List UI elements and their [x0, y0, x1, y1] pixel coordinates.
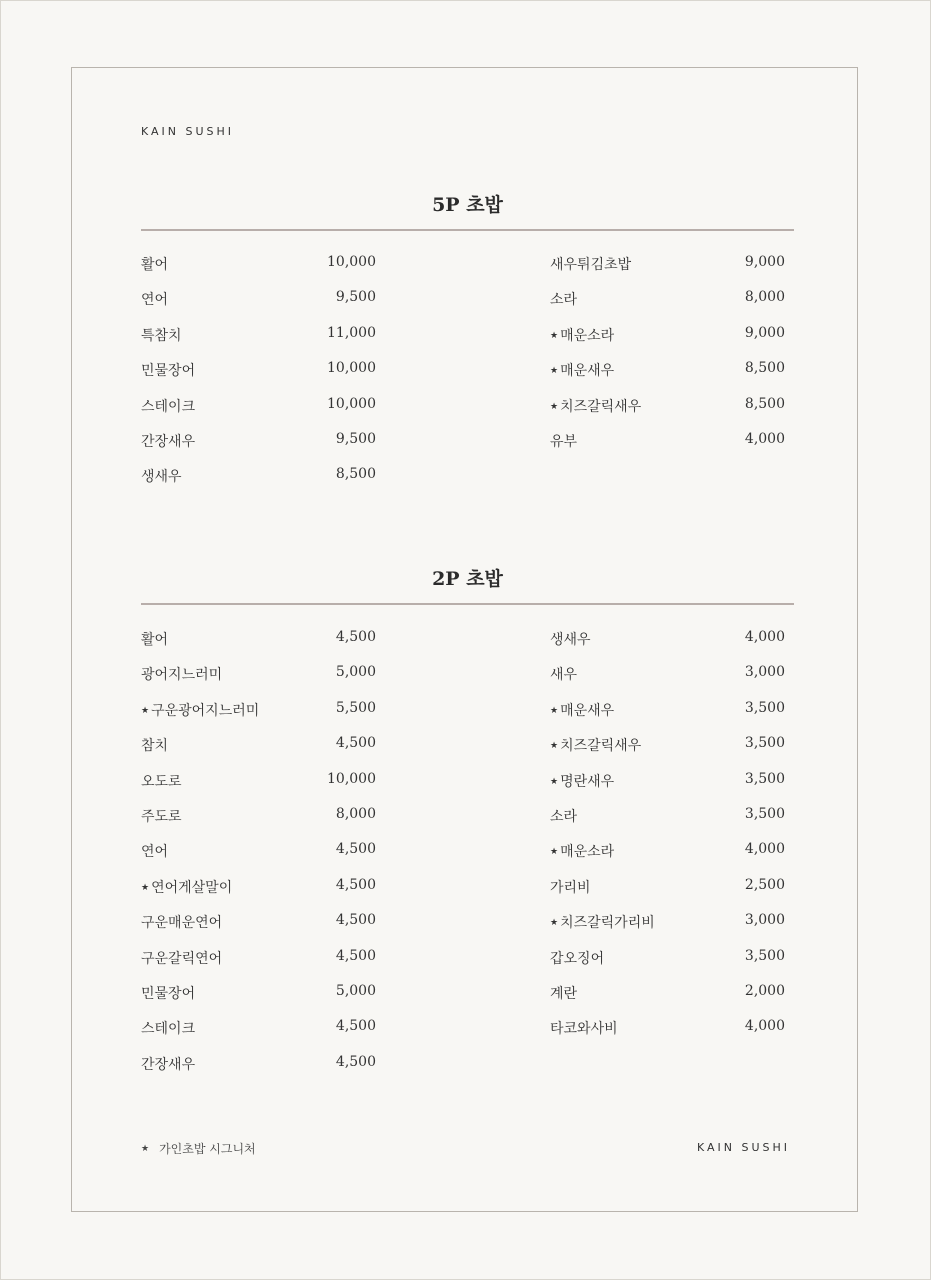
menu-item-price: 4,000: [744, 841, 785, 858]
menu-item-name: [141, 700, 259, 720]
menu-item-price: 9,000: [744, 324, 785, 341]
menu-item: [141, 1054, 376, 1089]
menu-item-price: 4,500: [335, 1018, 376, 1035]
star-icon: ★: [141, 882, 150, 893]
menu-item-name: [550, 841, 614, 861]
menu-item-label: 소라: [550, 292, 578, 309]
menu-item: [550, 841, 785, 876]
menu-item: [141, 948, 376, 983]
section-title-2p: 2P 초밥: [432, 568, 503, 590]
menu-item-price: 3,500: [744, 699, 785, 716]
menu-item-price: 3,000: [744, 912, 785, 929]
menu-item-label: 간장새우: [141, 1056, 196, 1073]
menu-item-label: 스테이크: [141, 398, 196, 415]
menu-item: [141, 431, 376, 466]
menu-item-name: [550, 948, 604, 968]
menu-item-label: 특참치: [141, 327, 182, 344]
menu-item-name: [550, 396, 641, 416]
menu-item-price: 9,500: [335, 289, 376, 306]
menu-item-price: 4,000: [744, 430, 785, 447]
menu-item-label: 광어지느러미: [141, 667, 223, 684]
menu-item: [141, 254, 376, 289]
menu-item-name: [550, 254, 631, 274]
menu-item-name: [141, 1018, 195, 1038]
star-icon: ★: [550, 776, 559, 787]
menu-item-price: 3,500: [744, 770, 785, 787]
section-divider: [141, 603, 794, 605]
menu-item-label: 오도로: [141, 773, 182, 790]
menu-item-price: 4,000: [744, 629, 785, 645]
menu-item-name: [141, 735, 168, 755]
menu-item-label: 명란새우: [560, 773, 615, 790]
menu-item-name: [141, 1054, 195, 1074]
menu-item-name: [550, 289, 577, 309]
menu-item-price: 4,500: [335, 841, 376, 858]
menu-item-name: [141, 254, 168, 274]
menu-item-price: 4,500: [335, 735, 376, 752]
menu-item-label: 구운매운연어: [141, 915, 223, 932]
menu-item-label: 새우: [550, 667, 578, 684]
star-icon: ★: [141, 705, 150, 716]
menu-item-label: 타코와사비: [550, 1021, 618, 1038]
menu-item: [141, 983, 376, 1018]
menu-item-name: [550, 325, 614, 345]
menu-item-price: 9,500: [335, 430, 376, 447]
menu-item-label: 구운갈릭연어: [141, 950, 223, 967]
menu-item-label: 민물장어: [141, 985, 196, 1002]
menu-item-label: 계란: [550, 985, 578, 1002]
menu-item-price: 4,500: [335, 629, 376, 645]
section-title-5p: 5P 초밥: [432, 194, 503, 216]
menu-item: [141, 629, 376, 664]
menu-item-label: 치즈갈릭가리비: [560, 915, 655, 932]
menu-item-label: 매운소라: [560, 327, 615, 344]
menu-item-label: 소라: [550, 808, 578, 825]
menu-item: [550, 289, 785, 324]
menu-item-price: 10,000: [327, 395, 376, 412]
menu-item: [550, 771, 785, 806]
menu-item-label: 연어: [141, 292, 169, 309]
menu-item-name: [550, 877, 591, 897]
menu-item-price: 3,500: [744, 805, 785, 822]
menu-item-name: [550, 664, 577, 684]
menu-item-name: [550, 431, 577, 451]
menu-item-price: 3,000: [744, 664, 785, 681]
section-divider: [141, 229, 794, 231]
menu-item: [550, 877, 785, 912]
menu-item: [141, 325, 376, 360]
menu-item: [550, 1018, 785, 1053]
menu-item-label: 간장새우: [141, 433, 196, 450]
menu-item-label: 매운소라: [560, 844, 615, 861]
menu-item-price: 8,500: [744, 395, 785, 412]
star-icon: ★: [550, 847, 559, 858]
menu-item-name: [141, 912, 222, 932]
star-icon: ★: [550, 705, 559, 716]
star-icon: ★: [550, 401, 559, 412]
menu-item: [141, 841, 376, 876]
menu-item-price: 9,000: [744, 254, 785, 270]
menu-item-label: 치즈갈릭새우: [560, 398, 642, 415]
menu-item-label: 매운새우: [560, 702, 615, 719]
menu-item-price: 4,500: [335, 947, 376, 964]
menu-item-name: [141, 664, 222, 684]
menu-item-label: 유부: [550, 433, 578, 450]
menu-item-price: 4,500: [335, 912, 376, 929]
menu-item-price: 8,500: [744, 360, 785, 377]
star-icon: ★: [550, 918, 559, 929]
menu-item: [141, 877, 376, 912]
menu-item-label: 매운새우: [560, 363, 615, 380]
signature-legend: [141, 1140, 256, 1157]
menu-item-price: 5,000: [335, 982, 376, 999]
menu-item: [550, 431, 785, 466]
menu-item-price: 3,500: [744, 947, 785, 964]
menu-item-price: 8,500: [335, 466, 376, 483]
menu-item-name: [141, 289, 168, 309]
menu-item-name: [550, 629, 591, 649]
menu-item-label: 활어: [141, 257, 169, 273]
menu-item-name: [141, 325, 182, 345]
menu-item-label: 생새우: [141, 469, 182, 486]
star-icon: ★: [550, 330, 559, 341]
menu-item-price: 10,000: [327, 254, 376, 270]
menu-column-right: [550, 629, 785, 1054]
menu-item: [550, 735, 785, 770]
menu-item-name: [141, 771, 182, 791]
menu-item-name: [550, 983, 577, 1003]
menu-item-price: 4,500: [335, 876, 376, 893]
menu-item-name: [141, 841, 168, 861]
menu-item: [550, 700, 785, 735]
menu-item-name: [141, 806, 182, 826]
brand-header: KAIN SUSHI: [141, 125, 235, 138]
menu-item-label: 새우튀김초밥: [550, 257, 632, 273]
menu-item: [550, 983, 785, 1018]
menu-item-name: [550, 771, 614, 791]
menu-item-name: [550, 912, 655, 932]
menu-item-price: 11,000: [327, 324, 376, 341]
menu-item-price: 4,000: [744, 1018, 785, 1035]
menu-column-left: [141, 629, 376, 1089]
menu-item: [550, 396, 785, 431]
menu-item-price: 3,500: [744, 735, 785, 752]
menu-item-name: [550, 360, 614, 380]
menu-item-name: [550, 700, 614, 720]
menu-item-label: 민물장어: [141, 363, 196, 380]
menu-item: [141, 664, 376, 699]
menu-item-price: 10,000: [327, 770, 376, 787]
menu-item: [550, 948, 785, 983]
menu-item: [550, 360, 785, 395]
star-icon: ★: [550, 741, 559, 752]
menu-item-name: [141, 877, 232, 897]
menu-item-label: 구운광어지느러미: [151, 702, 260, 719]
menu-item-name: [141, 948, 222, 968]
menu-column-right: [550, 254, 785, 466]
menu-item: [141, 912, 376, 947]
menu-item: [550, 912, 785, 947]
star-icon: ★: [550, 366, 559, 377]
menu-item-price: 8,000: [744, 289, 785, 306]
star-icon: ★: [141, 1144, 150, 1154]
menu-item-label: 주도로: [141, 808, 182, 825]
menu-item: [141, 700, 376, 735]
menu-item: [550, 629, 785, 664]
menu-column-left: [141, 254, 376, 502]
menu-item-name: [550, 1018, 618, 1038]
menu-item-price: 8,000: [335, 805, 376, 822]
menu-item: [550, 325, 785, 360]
menu-item: [141, 771, 376, 806]
menu-item-label: 스테이크: [141, 1021, 196, 1038]
menu-item-label: 활어: [141, 632, 169, 648]
menu-item-name: [141, 466, 182, 486]
menu-item-price: 2,500: [744, 876, 785, 893]
menu-item-label: 참치: [141, 738, 169, 755]
menu-item-label: 가리비: [550, 879, 591, 896]
menu-item: [141, 466, 376, 501]
menu-item-name: [550, 806, 577, 826]
menu-item-label: 갑오징어: [550, 950, 605, 967]
menu-item-name: [141, 360, 195, 380]
brand-footer: KAIN SUSHI: [696, 1141, 790, 1154]
menu-item-label: 치즈갈릭새우: [560, 738, 642, 755]
menu-item-price: 5,000: [335, 664, 376, 681]
menu-item-name: [550, 735, 641, 755]
menu-item-name: [141, 396, 195, 416]
menu-item: [141, 806, 376, 841]
menu-item: [141, 360, 376, 395]
menu-item: [550, 254, 785, 289]
signature-legend-text: 가인초밥 시그니처: [159, 1142, 256, 1156]
menu-item-price: 10,000: [327, 360, 376, 377]
menu-item: [141, 289, 376, 324]
menu-item-price: 2,000: [744, 982, 785, 999]
menu-item: [550, 664, 785, 699]
menu-item-name: [141, 431, 195, 451]
menu-item: [141, 735, 376, 770]
menu-item-label: 생새우: [550, 632, 591, 648]
menu-item-label: 연어게살말이: [151, 879, 233, 896]
menu-item: [141, 1018, 376, 1053]
menu-item-price: 5,500: [335, 699, 376, 716]
menu-item-price: 4,500: [335, 1053, 376, 1070]
menu-item-label: 연어: [141, 844, 169, 861]
menu-item-name: [141, 629, 168, 649]
menu-item: [550, 806, 785, 841]
menu-item-name: [141, 983, 195, 1003]
menu-item: [141, 396, 376, 431]
